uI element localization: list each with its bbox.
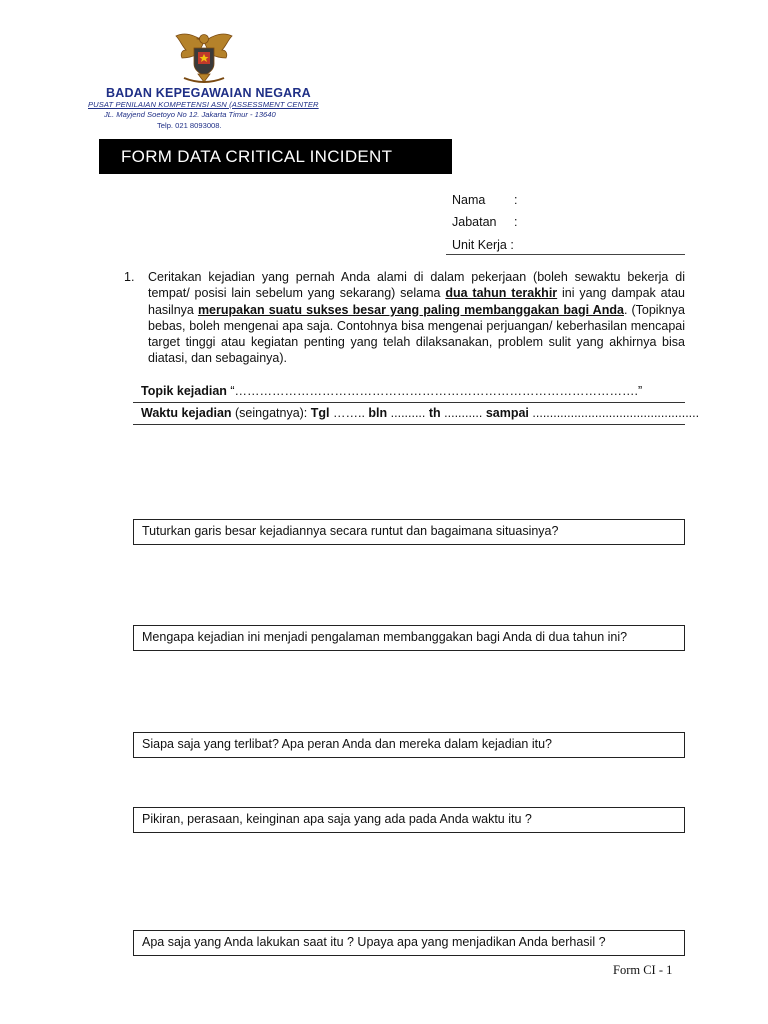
waktu-tgl-dots: …….. — [329, 406, 369, 420]
org-name: BADAN KEPEGAWAIAN NEGARA — [106, 86, 311, 100]
topik-value: “…………………………………………………………………………………….” — [226, 384, 643, 398]
garuda-emblem-icon — [172, 28, 236, 86]
waktu-th-label: th — [428, 406, 441, 420]
question-box-2-text: Mengapa kejadian ini menjadi pengalaman membanggakan bagi Anda di dua tahun ini? — [142, 630, 628, 644]
field-nama-label: Nama — [452, 193, 486, 207]
waktu-sampai-dots: ................................................ — [528, 406, 700, 420]
question-box-2 — [133, 625, 685, 651]
waktu-label: Waktu kejadian — [141, 406, 232, 420]
org-address: JL. Mayjend Soetoyo No 12. Jakarta Timur - 13640 — [104, 110, 276, 119]
page-footer: Form CI - 1 — [613, 963, 673, 977]
waktu-hint: (seingatnya): — [231, 406, 311, 420]
topik-kejadian — [141, 384, 642, 398]
field-unit-kerja — [452, 238, 514, 252]
waktu-tgl-label: Tgl — [310, 406, 330, 420]
question-box-5-text: Apa saja yang Anda lakukan saat itu ? Upaya apa yang menjadikan Anda berhasil ? — [142, 935, 606, 949]
question-box-3-text: Siapa saja yang terlibat? Apa peran Anda dan mereka dalam kejadian itu? — [142, 737, 553, 751]
org-subtitle: PUSAT PENILAIAN KOMPETENSI ASN (ASSESSMENT CENTER — [88, 100, 319, 109]
topik-label: Topik kejadian — [141, 384, 227, 398]
question-1-part2: ini yang dampak atau hasilnya — [148, 286, 685, 317]
form-title — [99, 139, 452, 174]
topik-underline — [133, 402, 685, 403]
question-1-number: 1. — [124, 270, 135, 284]
waktu-th-dots: ........... — [440, 406, 486, 420]
question-1-part3: . (Topiknya bebas, boleh mengenai apa saja. Contohnya bisa mengenai perjuangan/ keberhasilan mencapai target tinggi atau kegiatan penting yang telah dilaksanakan, problem sulit yang akhirnya bisa diatasi, dan sebagainya). — [148, 302, 685, 366]
waktu-kejadian — [141, 406, 699, 420]
field-nama — [452, 193, 517, 207]
waktu-bln-dots: .......... — [387, 406, 429, 420]
field-jabatan — [452, 215, 517, 229]
question-box-1 — [133, 519, 685, 545]
field-underline — [446, 254, 685, 255]
question-1-part1: Ceritakan kejadian yang pernah Anda alami di dalam pekerjaan (boleh sewaktu bekerja di tempat/ posisi lain sebelum yang sekarang) selama — [148, 270, 685, 301]
field-jabatan-label: Jabatan — [452, 215, 497, 229]
org-phone: Telp. 021 8093008. — [157, 121, 222, 130]
question-1-text — [148, 269, 685, 367]
question-box-4-text: Pikiran, perasaan, keinginan apa saja yang ada pada Anda waktu itu ? — [142, 812, 532, 826]
waktu-sampai-label: sampai — [485, 406, 529, 420]
field-nama-colon: : — [514, 193, 518, 207]
field-jabatan-colon: : — [514, 215, 518, 229]
question-1-bold2: merupakan suatu sukses besar yang paling membanggakan bagi Anda — [197, 302, 624, 317]
form-title-text: FORM DATA CRITICAL INCIDENT — [121, 146, 393, 166]
question-box-5 — [133, 930, 685, 956]
waktu-underline — [133, 424, 685, 425]
question-box-1-text: Tuturkan garis besar kejadiannya secara runtut dan bagaimana situasinya? — [142, 524, 559, 538]
waktu-bln-label: bln — [368, 406, 388, 420]
field-unit-kerja-label: Unit Kerja : — [452, 238, 514, 252]
question-box-4 — [133, 807, 685, 833]
question-1-bold1: dua tahun terakhir — [445, 286, 558, 301]
question-box-3 — [133, 732, 685, 758]
